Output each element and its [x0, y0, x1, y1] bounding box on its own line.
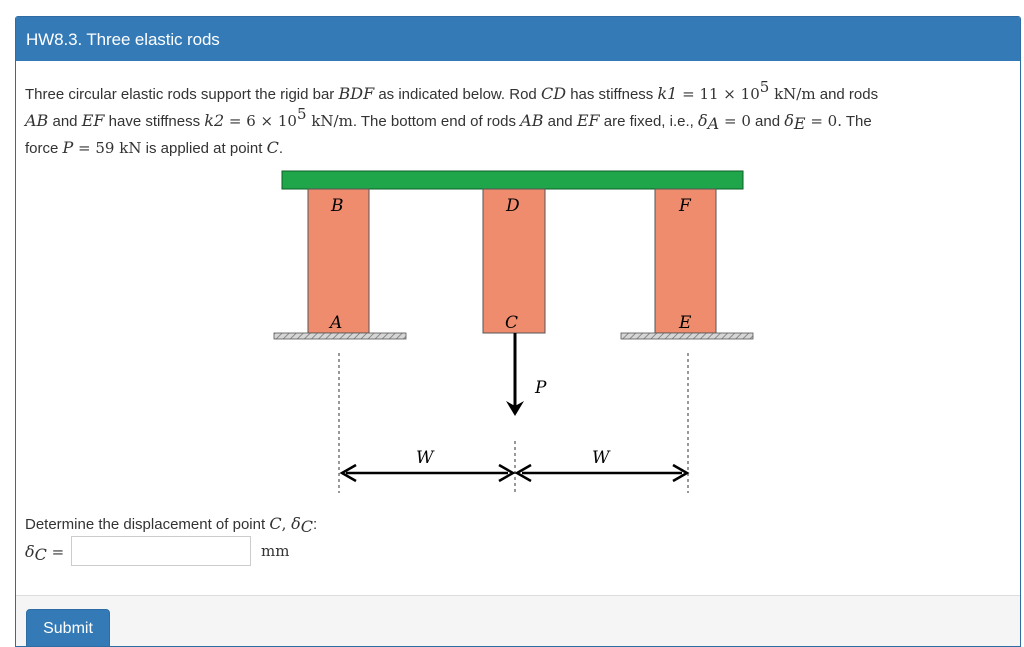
- text-segment: .: [278, 140, 283, 157]
- math-point-c: C: [269, 514, 282, 533]
- question-text: Determine the displacement of point: [25, 516, 270, 533]
- math-equals: =: [46, 543, 65, 561]
- math-k1-unit: kN/m: [774, 85, 816, 103]
- text-segment: . The bottom end of rods: [352, 113, 521, 130]
- math-p-value: 59 kN: [95, 139, 142, 157]
- answer-label: [25, 542, 65, 564]
- ground-support-a: [274, 333, 406, 339]
- panel-heading: [16, 17, 1020, 61]
- text-segment: Three circular elastic rods support the rigid bar: [25, 86, 339, 103]
- question-colon: :: [313, 516, 318, 533]
- label-c: C: [505, 313, 519, 333]
- label-b: B: [331, 196, 344, 216]
- label-w1: W: [416, 448, 434, 468]
- text-segment: and: [750, 113, 785, 130]
- question-prompt: Determine the displacement of point C, $\delta_C$:: [25, 514, 318, 536]
- label-d: D: [506, 196, 520, 216]
- text-segment: are fixed, i.e.,: [599, 113, 698, 130]
- text-segment: force: [25, 140, 63, 157]
- text-segment: as indicated below. Rod: [374, 86, 541, 103]
- ground-support-e: [621, 333, 753, 339]
- math-rod-ef: EF: [81, 111, 105, 130]
- text-segment: and: [48, 113, 82, 130]
- math-delta-a: δ: [698, 111, 708, 130]
- math-delta-c: δ: [25, 542, 35, 561]
- math-k2-unit: kN/m: [311, 112, 353, 130]
- label-f: F: [679, 196, 691, 216]
- math-delta-c: δ: [291, 514, 301, 533]
- math-rod-ab: AB: [25, 111, 49, 130]
- submit-button[interactable]: Submit: [26, 609, 110, 647]
- math-delta-e: δ: [784, 111, 794, 130]
- math-k1: k1: [657, 84, 678, 103]
- text-segment: and: [543, 113, 577, 130]
- panel-body: [16, 61, 1021, 595]
- math-k2-exponent: 5: [296, 105, 307, 123]
- math-k2-value: 6 × 10: [246, 112, 297, 130]
- math-bar-bdf: BDF: [338, 84, 375, 103]
- text-segment: is applied at point: [141, 140, 267, 157]
- rigid-bar-bdf: [282, 171, 743, 189]
- math-delta-c-sub: C: [300, 517, 313, 536]
- math-delta-a-value: 0: [741, 112, 751, 130]
- math-point-c: C: [266, 138, 279, 157]
- problem-statement: Three circular elastic rods support the rigid bar BDF as indicated below. Rod CD has stiffness $k1 = 11 \times 10^5$ kN/m and rods AB and EF have stiffness $k2 = 6 \times 10^5$ kN/m. The bottom end of rods AB and EF are fixed, i.e., $\delta_A = 0$ and $\delta_E = 0$. The force P = 59 kN is applied at point C.: [25, 78, 879, 157]
- text-segment: and rods: [815, 86, 879, 103]
- label-w2: W: [592, 448, 610, 468]
- math-rod-ef: EF: [576, 111, 600, 130]
- label-a: A: [330, 313, 343, 333]
- math-k1-value: 11 × 10: [699, 85, 760, 103]
- question-panel: [15, 16, 1021, 647]
- math-delta-e-sub: E: [793, 114, 806, 133]
- panel-footer: [16, 595, 1021, 647]
- math-delta-e-value: 0.: [827, 112, 842, 130]
- answer-unit: mm: [261, 542, 290, 560]
- text-segment: have stiffness: [104, 113, 205, 130]
- math-rod-ab: AB: [520, 111, 544, 130]
- math-rod-cd: CD: [540, 84, 567, 103]
- math-delta-a-sub: A: [707, 114, 720, 133]
- text-segment: has stiffness: [566, 86, 658, 103]
- math-k2: k2: [204, 111, 225, 130]
- label-e: E: [679, 313, 692, 333]
- text-segment: The: [841, 113, 872, 130]
- math-k1-exponent: 5: [759, 78, 770, 96]
- math-delta-c-sub: C: [34, 545, 47, 564]
- math-p: P: [62, 138, 74, 157]
- question-title: HW8.3. Three elastic rods: [26, 30, 220, 49]
- answer-input[interactable]: [71, 536, 251, 566]
- label-p: P: [535, 378, 547, 398]
